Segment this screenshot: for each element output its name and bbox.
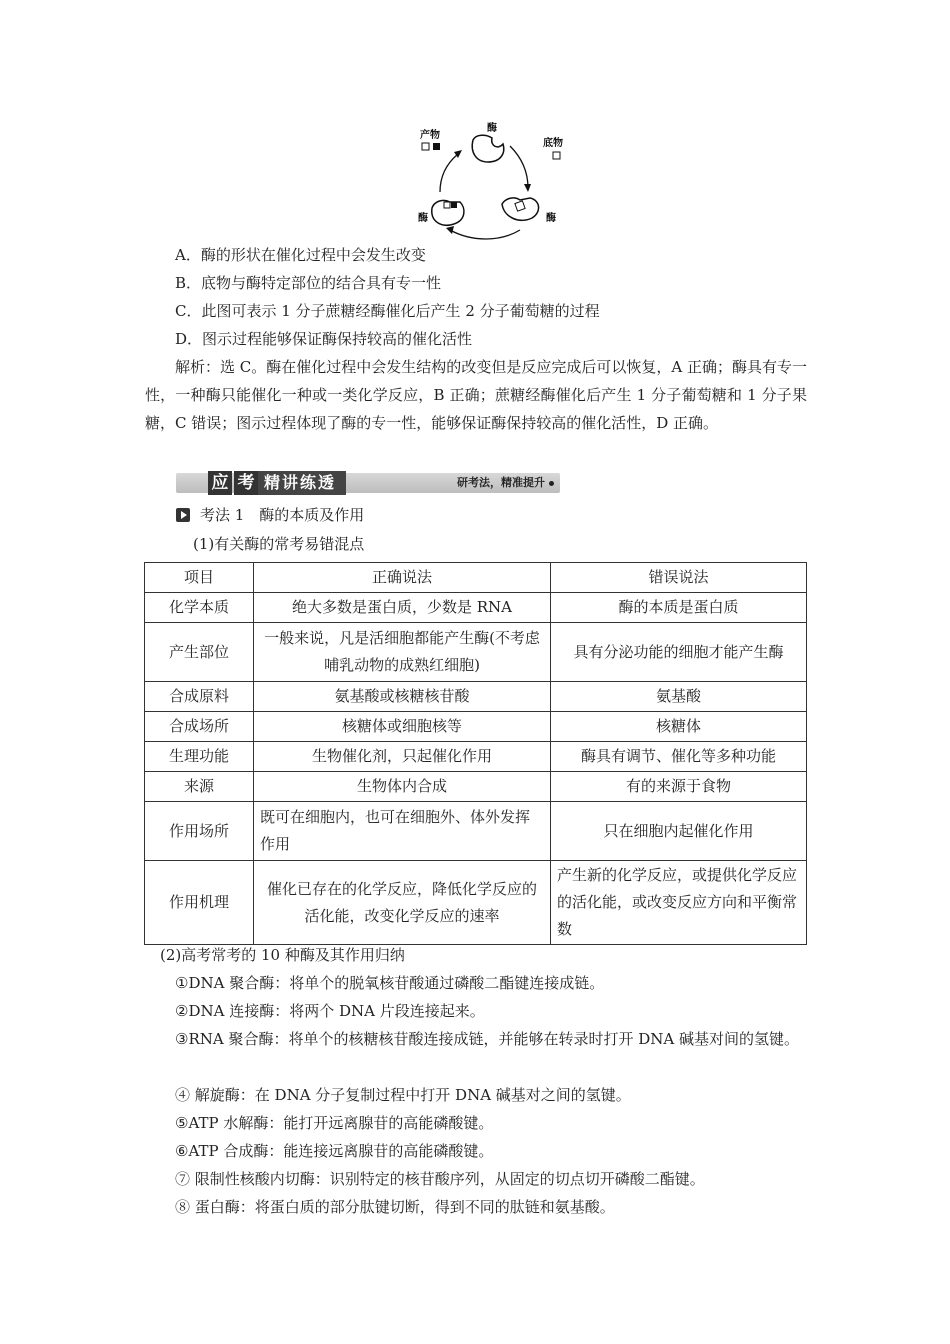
product-square-filled-icon bbox=[433, 143, 440, 150]
enzyme-cycle-diagram bbox=[410, 118, 580, 243]
dot-icon bbox=[549, 481, 554, 486]
banner-char-2: 考 bbox=[234, 471, 258, 495]
table-cell: 酶的本质是蛋白质 bbox=[551, 593, 807, 623]
free-enzyme-shape bbox=[472, 135, 504, 162]
arrow-bottom bbox=[450, 230, 520, 239]
table-row bbox=[145, 742, 807, 772]
enzyme-item-1: ①DNA 聚合酶：将单个的脱氧核苷酸通过磷酸二酯键连接成链。 bbox=[175, 974, 605, 992]
table-cell: 生物体内合成 bbox=[254, 772, 551, 802]
table-cell: 氨基酸 bbox=[551, 682, 807, 712]
enzyme-misconception-table bbox=[144, 562, 807, 945]
table-cell: 产生部位 bbox=[145, 623, 254, 682]
banner-slogan bbox=[457, 473, 554, 493]
table-cell: 核糖体或细胞核等 bbox=[254, 712, 551, 742]
option-b: B．底物与酶特定部位的结合具有专一性 bbox=[175, 274, 442, 292]
table-cell: 作用机理 bbox=[145, 861, 254, 945]
arrowhead-bottom-icon bbox=[446, 226, 454, 234]
table-row bbox=[145, 772, 807, 802]
table-header-row bbox=[145, 563, 807, 593]
banner-slogan-text: 研考法，精准提升 bbox=[457, 476, 545, 489]
enzyme-right-label: 酶 bbox=[546, 213, 556, 224]
enzyme-item-5: ⑤ATP 水解酶：能打开远离腺苷的高能磷酸键。 bbox=[175, 1114, 494, 1132]
section-banner bbox=[176, 471, 560, 495]
play-icon bbox=[176, 508, 190, 522]
table-cell: 来源 bbox=[145, 772, 254, 802]
table-row bbox=[145, 623, 807, 682]
table-cell: 产生新的化学反应，或提供化学反应的活化能，或改变反应方向和平衡常数 bbox=[551, 861, 807, 945]
table-row bbox=[145, 682, 807, 712]
table-cell: 一般来说，凡是活细胞都能产生酶(不考虑哺乳动物的成熟红细胞) bbox=[254, 623, 551, 682]
enzyme-item-6: ⑥ATP 合成酶：能连接远离腺苷的高能磷酸键。 bbox=[175, 1142, 494, 1160]
table-header-cell: 项目 bbox=[145, 563, 254, 593]
table-cell: 有的来源于食物 bbox=[551, 772, 807, 802]
left-product-open-icon bbox=[444, 202, 450, 208]
analysis-paragraph: 解析：选 C。酶在催化过程中会发生结构的改变但是反应完成后可以恢复，A 正确；酶具有专一性，一种酶只能催化一种或一类化学反应，B 正确；蔗糖经酶催化后产生 1 分子葡萄糖和 1 分子果糖，C 错误；图示过程体现了酶的专一性，能够保证酶保持较高的催化活性，D 正确。 bbox=[145, 358, 807, 432]
table-cell: 氨基酸或核糖核苷酸 bbox=[254, 682, 551, 712]
enzyme-item-2: ②DNA 连接酶：将两个 DNA 片段连接起来。 bbox=[175, 1002, 485, 1020]
table-cell: 化学本质 bbox=[145, 593, 254, 623]
table-cell: 核糖体 bbox=[551, 712, 807, 742]
table-row bbox=[145, 802, 807, 861]
banner-title: 精讲练透 bbox=[258, 471, 346, 495]
arrowhead-right-icon bbox=[524, 184, 531, 192]
table-cell: 只在细胞内起催化作用 bbox=[551, 802, 807, 861]
arrow-left-up bbox=[440, 154, 458, 192]
option-c: C．此图可表示 1 分子蔗糖经酶催化后产生 2 分子葡萄糖的过程 bbox=[175, 302, 600, 320]
table-header-cell: 正确说法 bbox=[254, 563, 551, 593]
option-a: A．酶的形状在催化过程中会发生改变 bbox=[175, 246, 426, 264]
method-heading-text: 考法 1 酶的本质及作用 bbox=[200, 506, 365, 524]
enzyme-item-4: ④ 解旋酶：在 DNA 分子复制过程中打开 DNA 碱基对之间的氢键。 bbox=[175, 1086, 631, 1104]
substrate-label: 底物 bbox=[543, 138, 563, 149]
table-cell: 合成原料 bbox=[145, 682, 254, 712]
table-row bbox=[145, 861, 807, 945]
option-d: D．图示过程能够保证酶保持较高的催化活性 bbox=[175, 330, 473, 348]
table-header-cell: 错误说法 bbox=[551, 563, 807, 593]
table-cell: 作用场所 bbox=[145, 802, 254, 861]
table-cell: 生理功能 bbox=[145, 742, 254, 772]
enzyme-item-3: ③RNA 聚合酶：将单个的核糖核苷酸连接成链，并能够在转录时打开 DNA 碱基对间的氢键。 bbox=[175, 1030, 799, 1048]
banner-char-1: 应 bbox=[208, 471, 232, 495]
sub-heading-2: (2)高考常考的 10 种酶及其作用归纳 bbox=[160, 946, 405, 964]
table-row bbox=[145, 712, 807, 742]
table-row bbox=[145, 593, 807, 623]
enzyme-left-label: 酶 bbox=[418, 213, 428, 224]
substrate-square-icon bbox=[553, 152, 560, 159]
method-heading bbox=[176, 501, 364, 529]
table-cell: 酶具有调节、催化等多种功能 bbox=[551, 742, 807, 772]
sub-heading-1: (1)有关酶的常考易错混点 bbox=[193, 535, 365, 553]
table-cell: 生物催化剂，只起催化作用 bbox=[254, 742, 551, 772]
table-cell: 具有分泌功能的细胞才能产生酶 bbox=[551, 623, 807, 682]
enzyme-top-label: 酶 bbox=[487, 123, 497, 134]
left-product-filled-icon bbox=[451, 202, 457, 208]
table-cell: 合成场所 bbox=[145, 712, 254, 742]
table-cell: 绝大多数是蛋白质，少数是 RNA bbox=[254, 593, 551, 623]
enzyme-item-7: ⑦ 限制性核酸内切酶：识别特定的核苷酸序列，从固定的切点切开磷酸二酯键。 bbox=[175, 1170, 705, 1188]
product-label: 产物 bbox=[420, 130, 440, 141]
table-cell: 催化已存在的化学反应，降低化学反应的活化能，改变化学反应的速率 bbox=[254, 861, 551, 945]
arrow-right-down bbox=[510, 146, 528, 188]
product-square-open-icon bbox=[422, 143, 429, 150]
table-cell: 既可在细胞内，也可在细胞外、体外发挥作用 bbox=[254, 802, 551, 861]
enzyme-item-8: ⑧ 蛋白酶：将蛋白质的部分肽键切断，得到不同的肽链和氨基酸。 bbox=[175, 1198, 615, 1216]
